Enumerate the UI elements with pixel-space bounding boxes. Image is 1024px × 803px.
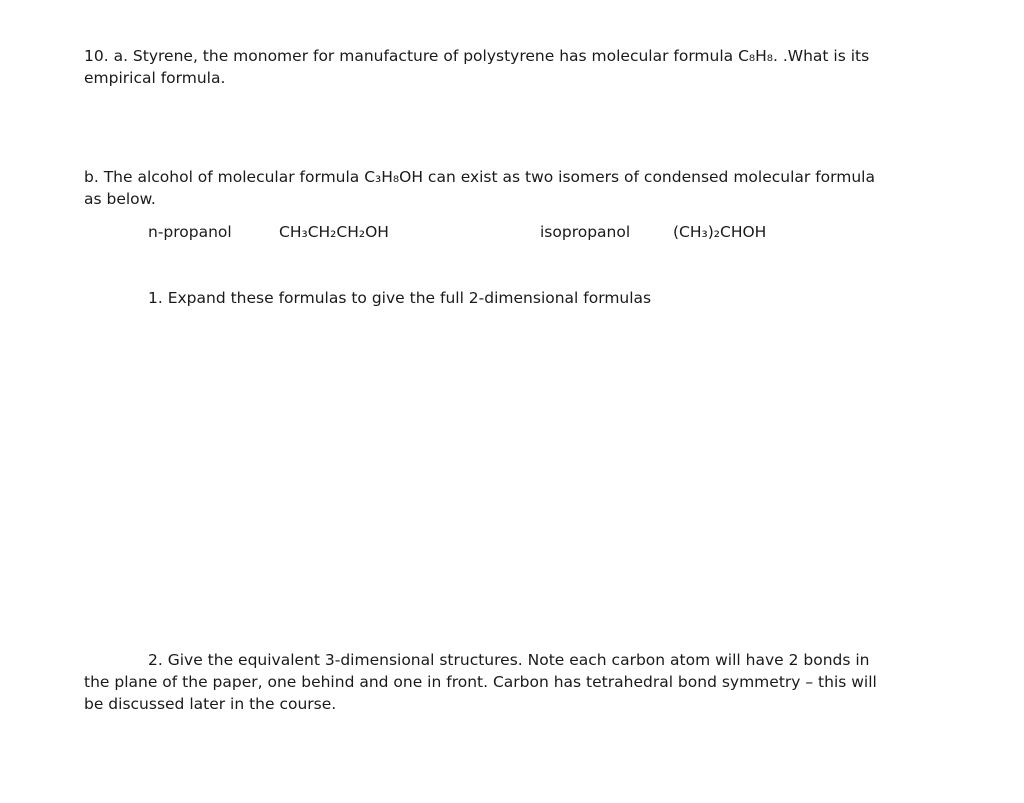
- part2-line1: [84, 649, 924, 671]
- question-10b: [84, 166, 924, 210]
- n-propanol-name: n-propanol: [148, 223, 232, 241]
- part2-line3: be discussed later in the course.: [84, 695, 337, 713]
- question-10b-line2: as below.: [84, 190, 156, 208]
- n-propanol-formula: CH₃CH₂CH₂OH: [279, 223, 389, 241]
- question-10a-line1: 10. a. Styrene, the monomer for manufacture of polystyrene has molecular formula C₈H₈. .What is its: [84, 47, 870, 65]
- part1-instruction: 1. Expand these formulas to give the full 2-dimensional formulas: [148, 289, 652, 307]
- question-10a: [84, 45, 924, 89]
- isopropanol-formula: (CH₃)₂CHOH: [673, 223, 767, 241]
- question-10a-line2: empirical formula.: [84, 69, 226, 87]
- question-10b-line1: b. The alcohol of molecular formula C₃H₈OH can exist as two isomers of condensed molecular formula: [84, 168, 875, 186]
- part2-line2: the plane of the paper, one behind and one in front. Carbon has tetrahedral bond symmetry – this will: [84, 673, 877, 691]
- part2-instruction: [84, 649, 924, 715]
- part2-line1-text: 2. Give the equivalent 3-dimensional structures. Note each carbon atom will have 2 bonds in: [148, 651, 870, 669]
- isopropanol-name: isopropanol: [540, 223, 631, 241]
- isomer-row: [148, 221, 848, 243]
